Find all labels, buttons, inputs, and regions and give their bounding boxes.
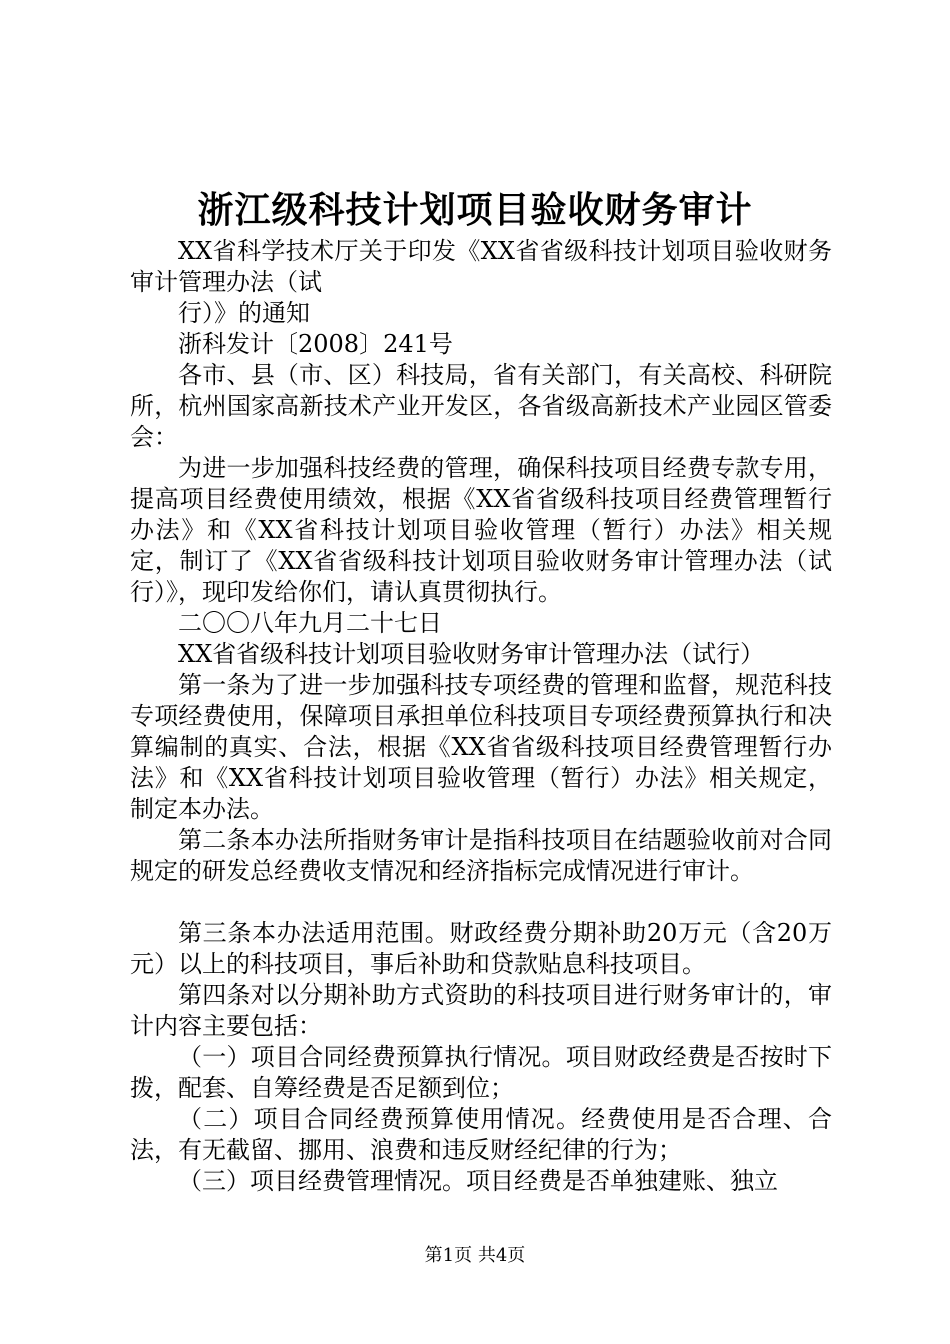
paragraph-notice-title-cont: 行）》的通知 bbox=[178, 299, 310, 327]
paragraph-item-2: （二）项目合同经费预算使用情况。经费使用是否合理、合法，有无截留、挪用、浪费和违反财经纪律的行为； bbox=[130, 1105, 832, 1164]
paragraph-item-3: （三）项目经费管理情况。项目经费是否单独建账、独立 bbox=[178, 1167, 778, 1195]
paragraph-article-1: 第一条为了进一步加强科技专项经费的管理和监督，规范科技专项经费使用，保障项目承担单位科技项目专项经费预算执行和决算编制的真实、合法，根据《XX省省级科技项目经费管理暂行办法》和《XX省科技计划项目验收管理（暂行）办法》相关规定，制定本办法。 bbox=[130, 671, 832, 823]
document-title: 浙江级科技计划项目验收财务审计 bbox=[197, 189, 753, 231]
paragraph-document-number: 浙科发计〔2008〕241号 bbox=[178, 330, 453, 358]
paragraph-article-4: 第四条对以分期补助方式资助的科技项目进行财务审计的，审计内容主要包括： bbox=[130, 981, 832, 1040]
paragraph-article-2: 第二条本办法所指财务审计是指科技项目在结题验收前对合同规定的研发总经费收支情况和经济指标完成情况进行审计。 bbox=[130, 826, 832, 885]
document-body bbox=[130, 236, 832, 1197]
paragraph-article-3: 第三条本办法适用范围。财政经费分期补助20万元（含20万元）以上的科技项目，事后补助和贷款贴息科技项目。 bbox=[130, 919, 832, 978]
paragraph-purpose: 为进一步加强科技经费的管理，确保科技项目经费专款专用，提高项目经费使用绩效，根据《XX省省级科技项目经费管理暂行办法》和《XX省科技计划项目验收管理（暂行）办法》相关规定，制订了《XX省省级科技计划项目验收财务审计管理办法（试行）》，现印发给你们，请认真贯彻执行。 bbox=[130, 454, 832, 606]
paragraph-addressees: 各市、县（市、区）科技局，省有关部门，有关高校、科研院所，杭州国家高新技术产业开发区，各省级高新技术产业园区管委会： bbox=[130, 361, 832, 451]
paragraph-notice-title: XX省科学技术厅关于印发《XX省省级科技计划项目验收财务审计管理办法（试 bbox=[130, 237, 832, 296]
blank-line bbox=[130, 887, 832, 918]
paragraph-item-1: （一）项目合同经费预算执行情况。项目财政经费是否按时下拨，配套、自筹经费是否足额到位； bbox=[130, 1043, 832, 1102]
page-number-footer: 第1页 共4页 bbox=[424, 1245, 526, 1266]
paragraph-measures-title: XX省省级科技计划项目验收财务审计管理办法（试行） bbox=[178, 640, 765, 668]
paragraph-date: 二〇〇八年九月二十七日 bbox=[178, 609, 442, 637]
